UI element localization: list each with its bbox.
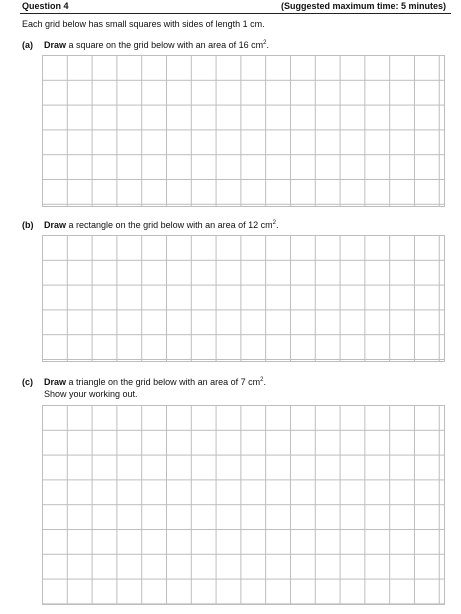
part-a-text: a square on the grid below with an area of 16 cm	[68, 40, 264, 50]
suggested-time: (Suggested maximum time: 5 minutes)	[280, 1, 446, 11]
part-a-label: (a)	[22, 40, 33, 50]
part-b-label: (b)	[22, 220, 34, 230]
part-b-verb: Draw	[44, 220, 67, 230]
part-c-end: .	[263, 377, 267, 387]
part-c-question	[44, 377, 266, 387]
grid-part-c[interactable]	[42, 405, 445, 605]
part-a-exponent: 2	[263, 40, 267, 46]
part-b-end: .	[276, 220, 279, 230]
part-a-verb: Draw	[44, 40, 67, 50]
grid-part-b[interactable]	[42, 235, 445, 362]
part-c-working-note: Show your working out.	[44, 389, 138, 399]
part-b-exponent: 2	[272, 220, 276, 226]
part-c-verb: Draw	[44, 377, 67, 387]
header-divider	[20, 13, 451, 14]
part-c-exponent: 2	[260, 377, 264, 383]
part-a-question	[44, 40, 269, 50]
part-c-label: (c)	[22, 377, 33, 387]
part-b-question	[44, 220, 279, 230]
part-b-text: a rectangle on the grid below with an area of 12 cm	[68, 220, 273, 230]
intro-text: Each grid below has small squares with sides of length 1 cm.	[22, 19, 265, 29]
part-a-end: .	[266, 40, 270, 50]
part-c-text: a triangle on the grid below with an area of 7 cm	[68, 377, 261, 387]
grid-part-a[interactable]	[42, 55, 445, 207]
question-number: Question 4	[22, 1, 69, 11]
